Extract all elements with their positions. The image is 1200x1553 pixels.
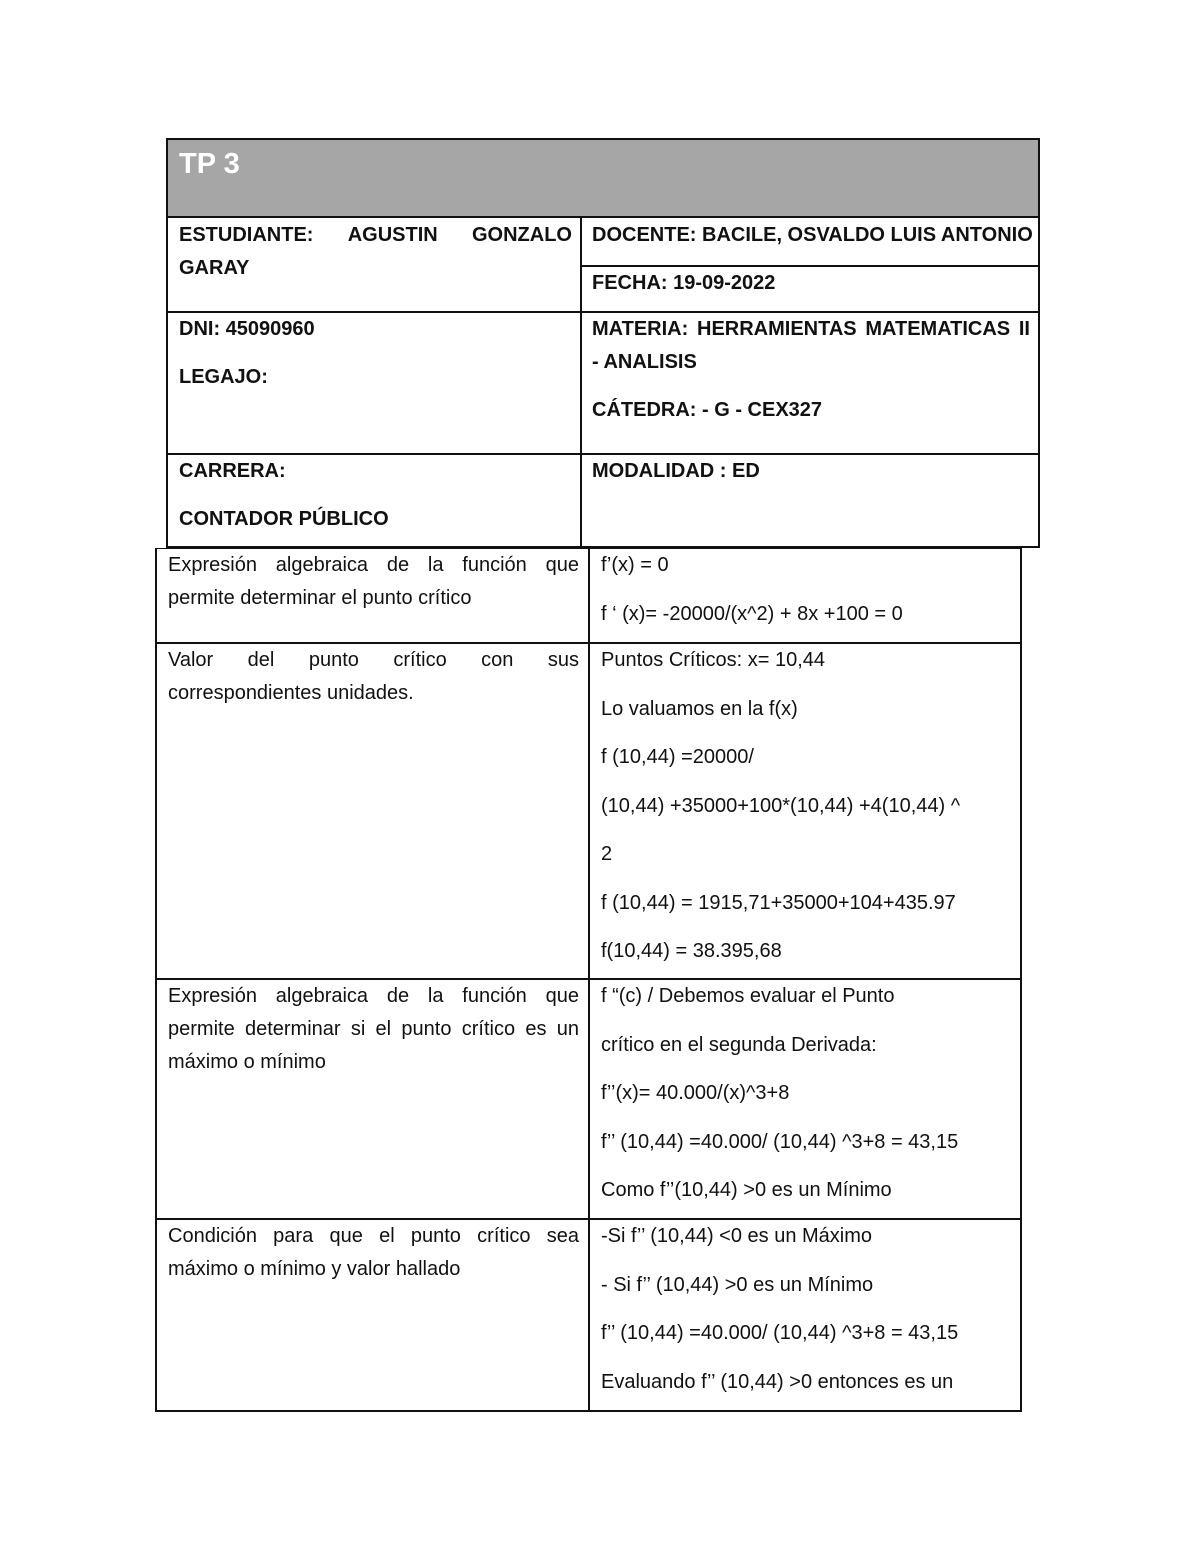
career-value: CONTADOR PÚBLICO	[179, 508, 389, 530]
question-cell: Expresión algebraica de la función que permite determinar el punto crítico	[168, 554, 579, 609]
answer-cell	[601, 1220, 1011, 1414]
teacher-field: DOCENTE: BACILE, OSVALDO LUIS ANTONIO	[592, 224, 1033, 246]
student-label: ESTUDIANTE:	[179, 224, 314, 246]
student-second-name: GONZALO	[471, 224, 572, 246]
student-last-name: GARAY	[179, 257, 250, 279]
answer-line: (10,44) +35000+100*(10,44) +4(10,44) ^	[601, 794, 961, 817]
subject-field: MATERIA: HERRAMIENTAS MATEMATICAS II - ANALISIS	[592, 318, 1030, 373]
answer-line: f’(x) = 0	[601, 554, 669, 576]
answer-line: - Si f’’ (10,44) >0 es un Mínimo	[601, 1273, 874, 1296]
answer-line: Lo valuamos en la f(x)	[601, 697, 798, 720]
question-cell: Valor del punto crítico con sus correspondientes unidades.	[168, 649, 579, 704]
legajo-field: LEGAJO:	[179, 366, 268, 388]
answer-line: f (10,44) = 1915,71+35000+104+435.97	[601, 891, 956, 914]
title-bar	[168, 140, 1038, 218]
career-label: CARRERA:	[179, 460, 286, 482]
date-field: FECHA: 19-09-2022	[592, 272, 776, 294]
exercise-table	[155, 548, 1022, 1412]
answer-line: f’’ (10,44) =40.000/ (10,44) ^3+8 = 43,15	[601, 1130, 959, 1153]
answer-line: Evaluando f’’ (10,44) >0 entonces es un	[601, 1370, 954, 1393]
student-line	[179, 219, 572, 252]
page-title: TP 3	[179, 148, 240, 180]
question-cell: Expresión algebraica de la función que permite determinar si el punto crítico es un máximo o mínimo	[168, 985, 579, 1073]
answer-line: -Si f’’ (10,44) <0 es un Máximo	[601, 1225, 873, 1247]
answer-line: 2	[601, 843, 613, 865]
answer-cell	[601, 549, 1011, 646]
answer-line: f “(c) / Debemos evaluar el Punto	[601, 985, 895, 1007]
answer-line: crítico en el segunda Derivada:	[601, 1033, 877, 1056]
catedra-field: CÁTEDRA: - G - CEX327	[592, 399, 823, 421]
answer-line: f (10,44) =20000/	[601, 746, 754, 768]
question-cell: Condición para que el punto crítico sea máximo o mínimo y valor hallado	[168, 1225, 579, 1280]
header-info-table	[166, 138, 1040, 548]
answer-cell	[601, 644, 1011, 984]
answer-line: f(10,44) = 38.395,68	[601, 940, 782, 962]
answer-line: f ‘ (x)= -20000/(x^2) + 8x +100 = 0	[601, 602, 903, 625]
student-first-name: AGUSTIN	[347, 224, 438, 246]
answer-line: Como f’’(10,44) >0 es un Mínimo	[601, 1179, 892, 1201]
answer-line: f’’(x)= 40.000/(x)^3+8	[601, 1082, 790, 1104]
modality-field: MODALIDAD : ED	[592, 460, 760, 482]
student-cell	[179, 219, 572, 285]
answer-line: f’’ (10,44) =40.000/ (10,44) ^3+8 = 43,15	[601, 1322, 959, 1344]
dni-field: DNI: 45090960	[179, 318, 315, 340]
answer-cell	[601, 980, 1011, 1223]
answer-line: Puntos Críticos: x= 10,44	[601, 649, 826, 671]
